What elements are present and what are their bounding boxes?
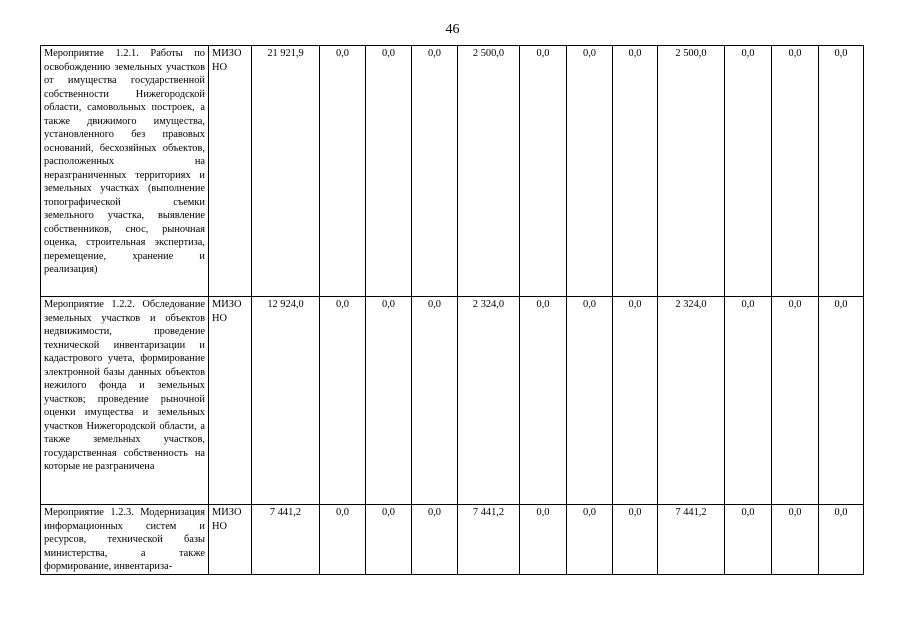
funding-value-cell: 0,0 (772, 297, 819, 505)
funding-value-cell: 7 441,2 (252, 505, 320, 575)
funding-value-cell: 0,0 (412, 297, 458, 505)
funding-value-cell: 0,0 (412, 46, 458, 297)
funding-value-cell: 7 441,2 (658, 505, 725, 575)
funding-value-cell: 2 500,0 (458, 46, 520, 297)
table-row (41, 46, 864, 297)
funding-value-cell: 0,0 (567, 297, 613, 505)
funding-value-cell: 0,0 (520, 505, 567, 575)
funding-value-cell: 0,0 (725, 297, 772, 505)
responsible-executor: МИЗО НО (209, 505, 252, 575)
funding-value-cell: 0,0 (320, 297, 366, 505)
funding-value-cell: 21 921,9 (252, 46, 320, 297)
funding-value-cell: 0,0 (772, 46, 819, 297)
funding-value-cell: 0,0 (772, 505, 819, 575)
responsible-executor: МИЗО НО (209, 46, 252, 297)
table-row (41, 297, 864, 505)
funding-value-cell: 0,0 (819, 297, 864, 505)
responsible-executor: МИЗО НО (209, 297, 252, 505)
funding-value-cell: 2 324,0 (458, 297, 520, 505)
funding-value-cell: 0,0 (567, 46, 613, 297)
funding-value-cell: 0,0 (412, 505, 458, 575)
funding-value-cell: 0,0 (520, 297, 567, 505)
activity-description: Мероприятие 1.2.1. Работы по освобождению земельных участков от имущества государственной собственности Нижегородской области, самовольных построек, а также движимого имущества, установленного без правовых оснований, бесхозяйных объектов, расположенных на неразграниченных территориях и земельных участках (выполнение топографической съемки земельного участка, выявление собственников, снос, рыночная оценка, строительная экспертиза, перемещение, хранение и реализация) (41, 46, 209, 297)
funding-value-cell: 2 324,0 (658, 297, 725, 505)
funding-value-cell: 0,0 (725, 46, 772, 297)
funding-value-cell: 12 924,0 (252, 297, 320, 505)
funding-value-cell: 2 500,0 (658, 46, 725, 297)
activity-description: Мероприятие 1.2.2. Обследование земельных участков и объектов недвижимости, проведение технической инвентаризации и кадастрового учета, формирование электронной базы данных объектов нежилого фонда и земельных участков; проведение рыночной оценки имущества и земельных участков Нижегородской области, а также земельных участков, государственная собственность на которые не разграничена (41, 297, 209, 505)
table-row (41, 505, 864, 575)
page-number: 46 (445, 22, 460, 37)
funding-value-cell: 0,0 (725, 505, 772, 575)
funding-value-cell: 7 441,2 (458, 505, 520, 575)
funding-value-cell: 0,0 (320, 46, 366, 297)
funding-value-cell: 0,0 (567, 505, 613, 575)
funding-value-cell: 0,0 (366, 297, 412, 505)
funding-value-cell: 0,0 (819, 46, 864, 297)
funding-value-cell: 0,0 (613, 46, 658, 297)
funding-value-cell: 0,0 (819, 505, 864, 575)
funding-value-cell: 0,0 (320, 505, 366, 575)
funding-value-cell: 0,0 (520, 46, 567, 297)
program-activities-table (40, 45, 864, 575)
funding-value-cell: 0,0 (613, 505, 658, 575)
funding-value-cell: 0,0 (366, 46, 412, 297)
funding-value-cell: 0,0 (366, 505, 412, 575)
activity-description: Мероприятие 1.2.3. Модернизация информационных систем и ресурсов, технической базы министерства, а также формирование, инвентариза- (41, 505, 209, 575)
funding-value-cell: 0,0 (613, 297, 658, 505)
